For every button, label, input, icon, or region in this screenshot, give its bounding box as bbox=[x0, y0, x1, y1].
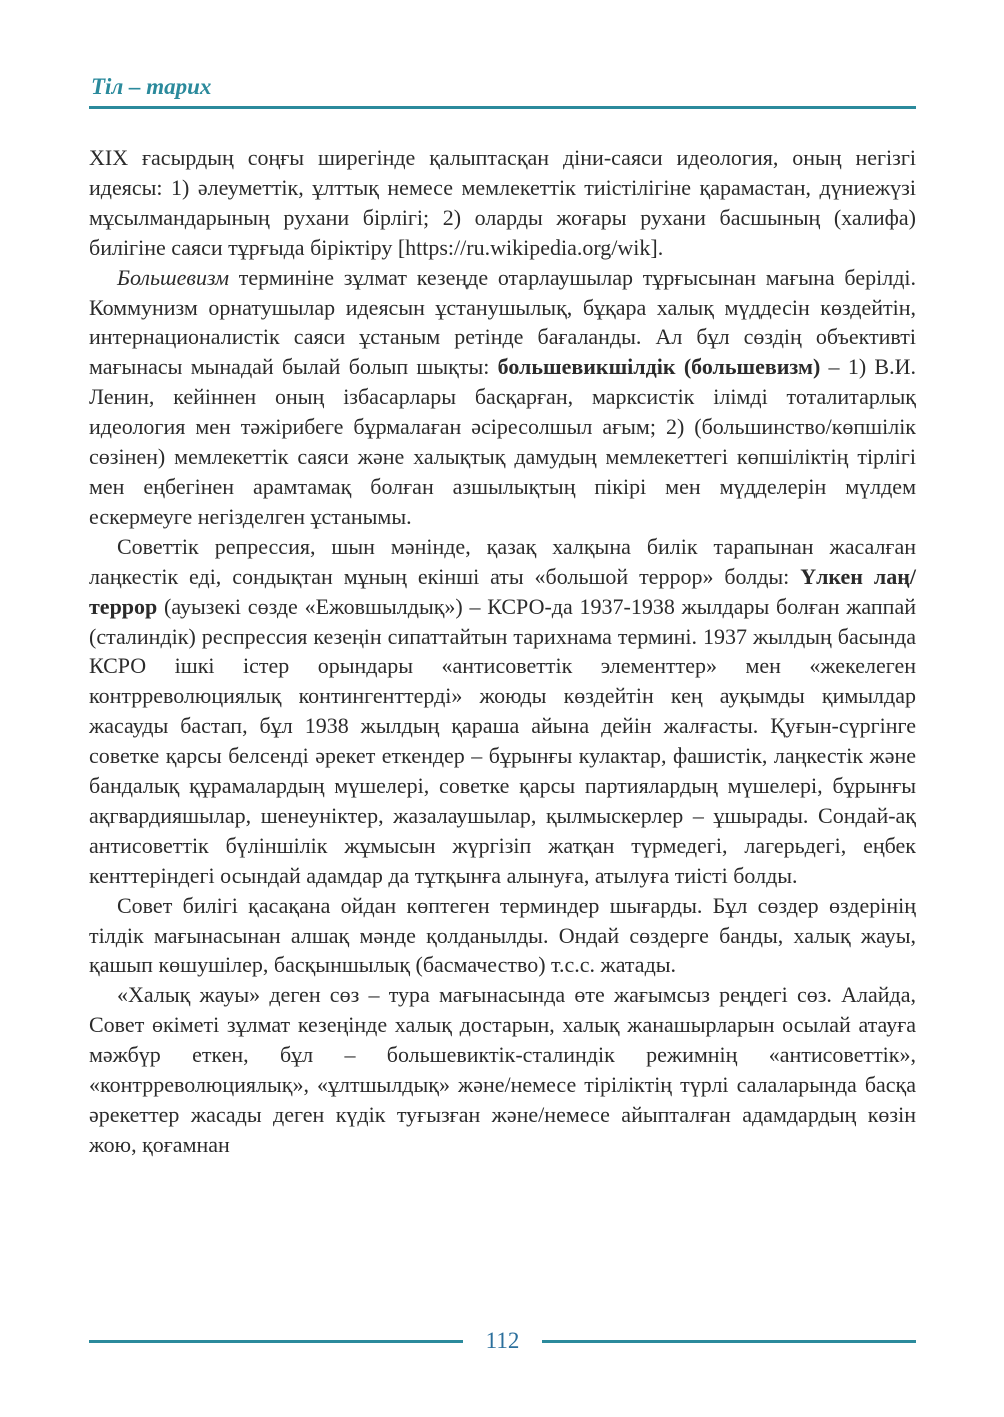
body-text bbox=[89, 143, 916, 1160]
footer-divider-left bbox=[89, 1340, 463, 1343]
text-run: (ауызекі сөзде «Ежовшылдық») – КСРО-да 1937-1938 жылдары болған жаппай (сталиндік) респрессия кезеңін сипаттайтын тарихнама термині. 1937 жылдың басында КСРО ішкі істер орындары «антисоветтік элементтер» мен «жекелеген контрреволюциялық контингенттерді» жоюды көздейтін кең ауқымды қимылдар жасауды бастап, бұл 1938 жылдың қараша айына дейін жалғасты. Қуғын-сүргінге советке қарсы белсенді әрекет еткендер – бұрынғы кулактар, фашистік, лаңкестік және бандалық құрамалардың мүшелері, советке қарсы партиялардың мүшелері, бұрынғы ақгвардияшылар, шенеуніктер, жазалаушылар, қылмыскерлер – ұшырады. Сондай-ақ антисоветтік бүліншілік жұмысын жүргізіп жатқан түрмедегі, лагерьдегі, еңбек кенттеріндегі осындай адамдар да тұтқынға алынуға, атылуға тиісті болды. bbox=[89, 593, 916, 888]
italic-term: Большевизм bbox=[117, 264, 230, 290]
paragraph bbox=[89, 143, 916, 263]
page-footer bbox=[89, 1326, 916, 1356]
running-head-title: Тіл – тарих bbox=[91, 74, 212, 99]
header-divider bbox=[89, 106, 916, 109]
text-run: Совет билігі қасақана ойдан көптеген терминдер шығарды. Бұл сөздер өздерінің тілдік мағынасынан алшақ мәнде қолданылды. Ондай сөздерге банды, халық жауы, қашып көшушілер, басқыншылық (басмачество) т.с.с. жатады. bbox=[89, 892, 916, 978]
page-header bbox=[89, 72, 916, 109]
paragraph bbox=[89, 532, 916, 891]
paragraph bbox=[89, 980, 916, 1159]
text-run: Советтік репрессия, шын мәнінде, қазақ халқына билік тарапынан жасалған лаңкестік еді, сондықтан мұның екінші аты «большой террор» болды: bbox=[89, 533, 916, 589]
bold-term: большевикшілдік (большевизм) bbox=[497, 354, 821, 380]
footer-divider-right bbox=[542, 1340, 916, 1343]
text-run: XIX ғасырдың соңғы ширегінде қалыптасқан діни-саяси идеология, оның негізгі идеясы: 1) әлеуметтік, ұлттық немесе мемлекеттік тиістілігіне қарамастан, дүниежүзі мұсылмандарының рухани бірлігі; 2) оларды жоғары рухани басшының (халифа) билігіне саяси тұрғыда біріктіру [https://ru.wikipedia.org/wik]. bbox=[89, 145, 916, 260]
page-number: 112 bbox=[485, 1328, 520, 1353]
bold-term: Үлкен лаң/террор bbox=[89, 563, 916, 619]
text-run: «Халық жауы» деген сөз – тура мағынасында өте жағымсыз реңдегі сөз. Алайда, Совет өкіметі зұлмат кезеңінде халық достарын, халық жанашырларын осылай атауға мәжбүр еткен, бұл – большевиктік-сталиндік режимнің «антисоветтік», «контрреволюциялық», «ұлтшылдық» және/немесе тіріліктің түрлі салаларында басқа әрекеттер жасады деген күдік туғызған және/немесе айыпталған адамдардың көзін жою, қоғамнан bbox=[89, 982, 916, 1157]
text-run: – 1) В.И. Ленин, кейіннен оның ізбасарлары басқарған, марксистік ілімді тоталитарлық идеология мен тәжірибеге бұрмалаған әсіресолшыл ағым; 2) (большинство/көпшілік сөзінен) мемлекеттік саяси және халықтық дамудың мемлекеттегі көпшіліктің тірлігі мен еңбегінен арамтамақ болған азшылықтың пікірі мен мүдделерін мүлдем ескермеуге негізделген ұстанымы. bbox=[89, 354, 916, 529]
paragraph bbox=[89, 891, 916, 981]
text-run: терминіне зұлмат кезеңде отарлаушылар тұрғысынан мағына берілді. Коммунизм орнатушылар идеясын ұстанушылық, бұқара халық мүддесін көздейтін, интернационалистік саяси ұстаным ретінде бағаланды. Ал бұл сөздің объективті мағынасы мынадай былай болып шықты: bbox=[89, 264, 916, 380]
paragraph bbox=[89, 263, 916, 532]
